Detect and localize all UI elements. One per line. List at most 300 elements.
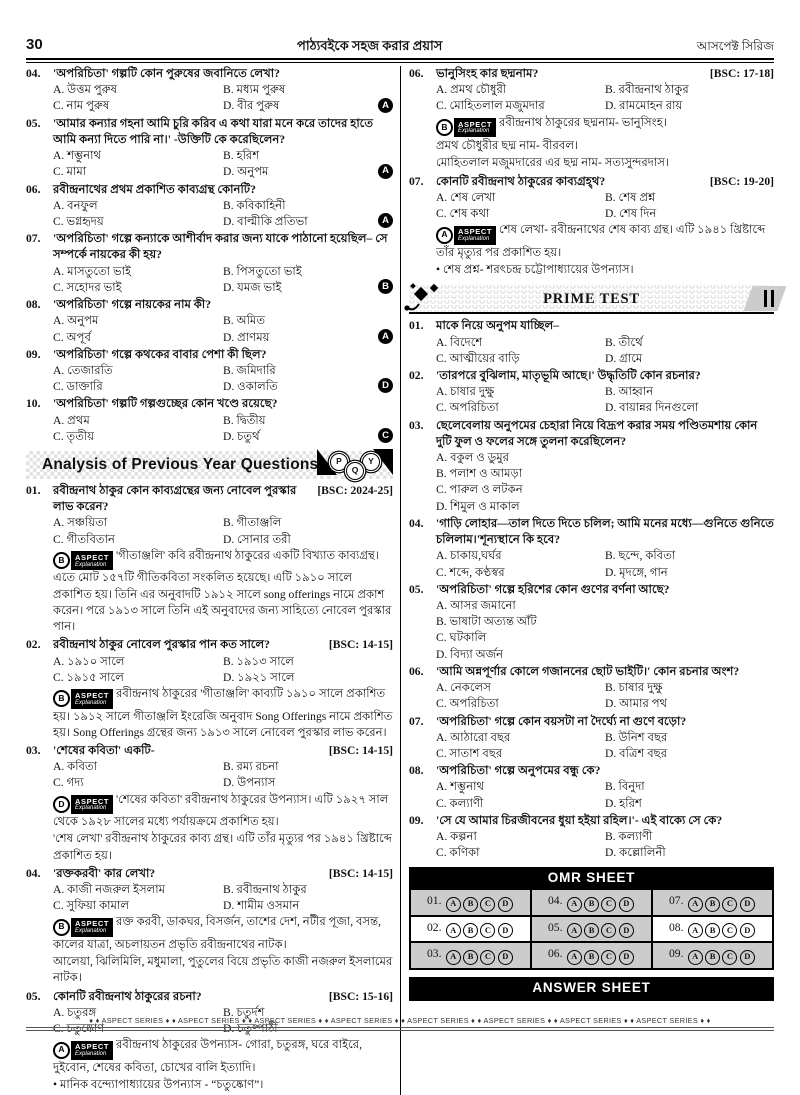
explanation-text: A ASPECT Explanation রবীন্দ্রনাথ ঠাকুরের উপন্যাস- গোরা, চতুরঙ্গ, ঘরে বাইরে, দুইবোন, শেষের কবিতা, চোখের বালি ইত্যাদি। bbox=[53, 1038, 363, 1074]
answer-badge: C bbox=[378, 428, 393, 443]
answer-badge: A bbox=[378, 164, 393, 179]
option-item: C. অপরিচিতা bbox=[436, 697, 499, 711]
question-text: 'অপরিচিতা' গল্পটি গল্পগুচ্ছের কোন খণ্ডে রয়েছে? bbox=[53, 397, 278, 411]
option-item: D. শেষ দিন bbox=[605, 207, 657, 221]
options-list bbox=[53, 882, 393, 914]
omr-question-number: 01. bbox=[427, 894, 442, 908]
aspect-label-title: ASPECT bbox=[458, 227, 493, 237]
option-item: B. রম্য রচনা bbox=[223, 760, 279, 774]
option-item: A. আসর জমানো bbox=[436, 599, 516, 612]
explanation-text: B ASPECT Explanation রক্ত করবী, ডাকঘর, বিসর্জন, তাশের দেশ, নটীর পূজা, বসন্ত, কালের যাত্রা, অচলায়তন প্রভৃতি রবীন্দ্রনাথের নাটক। bbox=[53, 915, 382, 952]
option-item: B. রবীন্দ্রনাথ ঠাকুর bbox=[605, 83, 689, 97]
question-text: [BSC: 14-15] 'শেষের কবিতা' একটি- bbox=[53, 743, 393, 759]
option-item: A. কবিতা bbox=[53, 760, 98, 774]
question-number: 09. bbox=[409, 813, 424, 827]
aspect-answer-letter-icon: B bbox=[436, 119, 453, 136]
omr-bubble-b: B bbox=[584, 923, 599, 938]
prime-test-title: PRIME TEST bbox=[543, 290, 640, 307]
aspect-label-subtitle: Explanation bbox=[75, 699, 107, 706]
aspect-label-title: ASPECT bbox=[75, 796, 110, 806]
option-item: D. শামীম ওসমান bbox=[223, 899, 300, 913]
question-text: 'আমি অন্নপূর্ণার কোলে গজাননের ছোট ভাইটি।' কোন রচনার অংশ? bbox=[436, 664, 740, 678]
question-item bbox=[26, 866, 393, 988]
option-item: C. মোহিতলাল মজুমদার bbox=[436, 99, 545, 113]
option-item: C. তৃতীয় bbox=[53, 429, 95, 443]
omr-bubble-c: C bbox=[601, 897, 616, 912]
option-item: C. শেষ কথা bbox=[436, 207, 490, 221]
option-item: C. ১৯১৫ সালে bbox=[53, 670, 124, 684]
option-item: A. তেজারতি bbox=[53, 363, 113, 377]
options-list bbox=[53, 148, 393, 180]
question-text: 'গাড়ি লোহার—তাল দিতে দিতে চলিল; আমি মনের মধ্যে—গুনিতে গুনিতে চলিলাম।'শূন্যস্থানে কি হবে? bbox=[436, 516, 775, 547]
omr-cell bbox=[410, 916, 531, 942]
explanation-text: • শেষ প্রশ্ন- শরৎচন্দ্র চট্টোপাধ্যায়ের উপন্যাস। bbox=[436, 263, 634, 277]
omr-bubble-b: B bbox=[705, 897, 720, 912]
column-right bbox=[400, 66, 774, 1095]
question-number: 03. bbox=[409, 418, 424, 432]
aspect-label-title: ASPECT bbox=[75, 919, 110, 929]
options-list bbox=[53, 82, 393, 114]
option-item: D. হরিশ bbox=[605, 796, 642, 810]
question-number: 04. bbox=[409, 516, 424, 530]
option-item: D. চতুর্থ bbox=[223, 429, 260, 443]
question-item bbox=[26, 396, 393, 445]
question-body bbox=[53, 743, 393, 865]
aspect-label-title: ASPECT bbox=[75, 690, 110, 700]
question-text: 'অপরিচিতা' গল্পে কথকের বাবার পেশা কী ছিল? bbox=[53, 347, 267, 361]
omr-bubble-a: A bbox=[688, 897, 703, 912]
options-list bbox=[436, 548, 774, 580]
question-number: 02. bbox=[409, 368, 424, 382]
option-item: B. শেষ প্রশ্ন bbox=[605, 190, 656, 204]
explanation-block bbox=[436, 115, 774, 172]
option-item: B. কবিকাহিনী bbox=[223, 198, 286, 212]
options-list bbox=[436, 779, 774, 811]
question-body bbox=[53, 866, 393, 988]
options-list bbox=[436, 829, 774, 861]
question-body bbox=[436, 664, 774, 713]
option-item: C. গদ্য bbox=[53, 776, 84, 790]
question-number: 06. bbox=[409, 67, 424, 80]
option-item: A. বকুল ও ডুমুর bbox=[436, 451, 510, 465]
aspect-explanation-badge bbox=[436, 226, 496, 245]
option-item: D. যমজ ভাই bbox=[223, 280, 282, 294]
option-item: A. আঠারো বছর bbox=[436, 730, 511, 744]
question-item bbox=[409, 318, 774, 367]
answer-badge: D bbox=[378, 378, 393, 393]
option-item: C. শব্দে, কণ্ঠস্বর bbox=[436, 565, 505, 579]
omr-bubble-c: C bbox=[480, 897, 495, 912]
aspect-explanation-badge bbox=[53, 689, 113, 708]
bsc-tag: [BSC: 2024-25] bbox=[317, 484, 393, 498]
option-item: B. ভাষাটা অত্যন্ত আঁট bbox=[436, 615, 537, 629]
omr-bubble-d: D bbox=[740, 950, 755, 965]
omr-question-number: 06. bbox=[548, 947, 563, 961]
option-item: D. কল্লোলিনী bbox=[605, 846, 666, 860]
omr-bubble-d: D bbox=[619, 897, 634, 912]
aspect-label-subtitle: Explanation bbox=[75, 805, 107, 812]
option-item: A. ১৯১০ সালে bbox=[53, 654, 125, 668]
question-number: 04. bbox=[26, 866, 41, 880]
omr-cell bbox=[531, 889, 652, 915]
bsc-tag: [BSC: 19-20] bbox=[709, 174, 774, 188]
option-item: A. প্রথম bbox=[53, 413, 90, 427]
aspect-label-subtitle: Explanation bbox=[75, 1051, 107, 1058]
question-body bbox=[436, 318, 774, 367]
question-text: মাকে নিয়ে অনুপম যাচ্ছিল– bbox=[436, 319, 560, 333]
option-item: C. সুফিয়া কামাল bbox=[53, 899, 129, 913]
omr-bubble-a: A bbox=[446, 950, 461, 965]
omr-bubble-c: C bbox=[480, 950, 495, 965]
pyq-question-list bbox=[26, 483, 393, 1094]
logo-circle-q: Q bbox=[346, 462, 364, 480]
omr-bubble-b: B bbox=[584, 897, 599, 912]
question-item bbox=[26, 116, 393, 181]
option-item: D. বায়ান্নর দিনগুলো bbox=[605, 401, 699, 415]
page-number: 30 bbox=[26, 36, 43, 53]
column-left bbox=[26, 66, 400, 1095]
options-list bbox=[53, 264, 393, 296]
question-text: ছেলেবেলায় অনুপমের চেহারা নিয়ে বিদ্রূপ করার সময় পণ্ডিতমশায় কোন দুটি ফুল ও ফলের সঙ্গে তুলনা করেছিলেন? bbox=[436, 418, 758, 448]
question-number: 07. bbox=[409, 714, 424, 728]
right-top-question-list bbox=[409, 66, 774, 279]
options-list bbox=[53, 313, 393, 345]
aspect-label bbox=[454, 226, 496, 245]
option-item: D. উপন্যাস bbox=[223, 776, 276, 790]
question-body bbox=[53, 637, 393, 742]
question-text: 'অপরিচিতা' গল্পটি কোন পুরুষের জবানিতে লেখা? bbox=[53, 67, 280, 80]
options-list bbox=[436, 680, 774, 712]
omr-bubble-d: D bbox=[498, 897, 513, 912]
omr-bubble-b: B bbox=[463, 950, 478, 965]
question-body bbox=[53, 989, 393, 1095]
question-number: 03. bbox=[26, 743, 41, 757]
question-number: 05. bbox=[26, 116, 41, 130]
omr-bubble-c: C bbox=[480, 923, 495, 938]
options-list bbox=[436, 82, 774, 114]
question-text: 'তারপরে বুঝিলাম, মাতৃভূমি আছে।' উদ্ধৃতিটি কোন রচনার? bbox=[436, 368, 701, 382]
omr-bubble-a: A bbox=[446, 897, 461, 912]
question-item bbox=[409, 763, 774, 812]
option-item: A. শম্ভুনাথ bbox=[53, 149, 101, 163]
omr-bubble-a: A bbox=[567, 950, 582, 965]
answer-badge: B bbox=[378, 279, 393, 294]
explanation-block bbox=[436, 222, 774, 278]
explanation-text: B ASPECT Explanation 'গীতাঞ্জলি' কবি রবীন্দ্রনাথ ঠাকুরের একটি বিখ্যাত কাব্যগ্রন্থ। এতে মোট ১৫৭টি গীতিকবিতা সংকলিত হয়েছে। এটি ১৯১০ সালে প্রকাশিত হয়। তিনি এর অনুবাদটি ১৯১২ সালে song offerings নামে প্রকাশ করেন। পরে ১৯১৩ সালে তিনি এই অনুবাদের জন্য সাহিত্যে নোবেল পুরস্কার পান। bbox=[53, 548, 392, 634]
question-text: 'আমার কন্যার গহনা আমি চুরি করিব এ কথা যারা মনে করে তাদের হাতে আমি কন্যা দিতে পারি না।' -উক্তিটি কে করেছিলেন? bbox=[53, 116, 374, 146]
explanation-block bbox=[53, 792, 393, 864]
aspect-answer-letter-icon: A bbox=[436, 227, 453, 244]
aspect-answer-letter-icon: A bbox=[53, 1042, 70, 1059]
option-item: A. শেষ লেখা bbox=[436, 190, 496, 204]
omr-bubble-a: A bbox=[567, 897, 582, 912]
omr-bubble-c: C bbox=[722, 923, 737, 938]
option-item: B. পলাশ ও আমড়া bbox=[436, 467, 523, 481]
question-item bbox=[26, 66, 393, 115]
option-item: A. বিদেশে bbox=[436, 335, 483, 349]
omr-bubble-a: A bbox=[446, 923, 461, 938]
options-list bbox=[436, 450, 774, 515]
diamonds-icon bbox=[403, 282, 449, 319]
option-item: D. বীর পুরুষ bbox=[223, 99, 280, 113]
option-item: A. চাকায়,ঘর্ঘর bbox=[436, 549, 502, 563]
option-item: B. ১৯১৩ সালে bbox=[223, 654, 294, 668]
option-item: B. দ্বিতীয় bbox=[223, 413, 266, 427]
explanation-block bbox=[53, 548, 393, 635]
question-body bbox=[53, 483, 393, 636]
options-list bbox=[53, 654, 393, 686]
omr-cell bbox=[652, 889, 773, 915]
omr-bubble-c: C bbox=[601, 950, 616, 965]
option-item: B. মধ্যম পুরুষ bbox=[223, 83, 286, 97]
option-item: B. রবীন্দ্রনাথ ঠাকুর bbox=[223, 883, 307, 897]
header-title-center: পাঠ্যবইকে সহজ করার প্রয়াস bbox=[297, 37, 443, 53]
question-item bbox=[26, 182, 393, 231]
question-number: 10. bbox=[26, 397, 41, 411]
question-body bbox=[436, 66, 774, 173]
analysis-banner bbox=[26, 451, 393, 479]
question-item bbox=[26, 231, 393, 296]
aspect-label-title: ASPECT bbox=[458, 119, 493, 129]
aspect-explanation-badge bbox=[53, 1041, 113, 1060]
question-item bbox=[409, 664, 774, 713]
question-item bbox=[26, 483, 393, 636]
question-item bbox=[409, 66, 774, 173]
option-item: A. উত্তম পুরুষ bbox=[53, 83, 117, 97]
question-item bbox=[409, 813, 774, 862]
question-number: 05. bbox=[409, 582, 424, 596]
omr-bubble-d: D bbox=[498, 950, 513, 965]
option-item: B. পিসতুতো ভাই bbox=[223, 264, 302, 278]
option-item: B. ছন্দে, কবিতা bbox=[605, 549, 676, 563]
omr-bubble-d: D bbox=[740, 897, 755, 912]
option-item: C. ডাক্তারি bbox=[53, 380, 103, 394]
explanation-text: B ASPECT Explanation রবীন্দ্রনাথ ঠাকুরের ছদ্মনাম- ভানুসিংহ। bbox=[436, 115, 774, 138]
question-body bbox=[436, 763, 774, 812]
options-list bbox=[53, 363, 393, 395]
question-body bbox=[436, 174, 774, 280]
aspect-label-subtitle: Explanation bbox=[75, 928, 107, 935]
question-body bbox=[53, 231, 393, 296]
option-item: D. মৃদঙ্গে, গান bbox=[605, 565, 668, 579]
question-text: [BSC: 2024-25] রবীন্দ্রনাথ ঠাকুর কোন কাব্যগ্রন্থের জন্য নোবেল পুরস্কার লাভ করেন? bbox=[53, 484, 393, 514]
two-column-body bbox=[0, 63, 800, 1095]
option-item: C. গীতবিতান bbox=[53, 532, 115, 546]
question-item bbox=[26, 297, 393, 346]
question-body bbox=[53, 297, 393, 346]
omr-question-number: 07. bbox=[669, 894, 684, 908]
omr-bubble-d: D bbox=[498, 923, 513, 938]
question-number: 05. bbox=[26, 989, 41, 1003]
options-list bbox=[53, 198, 393, 230]
footer-series-text: ♦ ♦ ASPECT SERIES ♦ ♦ ASPECT SERIES ♦ ♦ ASPECT SERIES ♦ ♦ ASPECT SERIES ♦ ♦ ASPECT SERIES ♦ ♦ ASPECT SERIES ♦ ♦ ASPECT SERIES ♦ ♦ ASPECT SERIES ♦ ♦ bbox=[89, 1015, 711, 1025]
question-item bbox=[409, 516, 774, 581]
option-item: A. মাসতুতো ভাই bbox=[53, 264, 131, 278]
option-item: C. কণিকা bbox=[436, 846, 480, 860]
question-text: 'অপরিচিতা' গল্পে কন্যাকে আশীর্বাদ করার জন্য যাকে পাঠানো হয়েছিল– সে সম্পর্কে নায়কের কী হয়? bbox=[53, 232, 388, 262]
aspect-label bbox=[71, 918, 113, 937]
question-number: 08. bbox=[26, 298, 41, 312]
question-body bbox=[53, 182, 393, 231]
question-item bbox=[409, 174, 774, 280]
options-list bbox=[436, 384, 774, 416]
option-item: C. ভগ্নহৃদয় bbox=[53, 214, 104, 228]
option-item: A. চতুরঙ্গ bbox=[53, 1005, 97, 1019]
option-item: D. অনুপম bbox=[223, 165, 269, 179]
question-text: 'অপরিচিতা' গল্পে অনুপমের বন্ধু কে? bbox=[436, 764, 601, 778]
options-list bbox=[436, 598, 774, 663]
bsc-tag: [BSC: 14-15] bbox=[328, 866, 393, 880]
omr-cell bbox=[410, 889, 531, 915]
aspect-label-subtitle: Explanation bbox=[458, 236, 490, 243]
question-number: 04. bbox=[26, 67, 41, 80]
question-item bbox=[26, 637, 393, 742]
question-body bbox=[436, 813, 774, 862]
option-item: B. আহ্বান bbox=[605, 385, 654, 399]
option-item: A. চাষার দুক্ষু bbox=[436, 385, 495, 399]
question-body bbox=[53, 347, 393, 396]
question-item bbox=[26, 743, 393, 865]
explanation-text: • মানিক বন্দ্যোপাধ্যায়ের উপন্যাস - “চতুষ্কোণ”। bbox=[53, 1078, 264, 1092]
omr-question-number: 02. bbox=[427, 920, 442, 934]
options-list bbox=[53, 515, 393, 547]
question-text: 'অপরিচিতা' গল্পে হরিশের কোন গুণের বর্ণনা আছে? bbox=[436, 582, 670, 596]
option-item: D. গ্রামে bbox=[605, 351, 643, 365]
explanation-text: প্রমথ চৌধুরীর ছদ্ম নাম- বীরবল। bbox=[436, 139, 579, 153]
bsc-tag: [BSC: 15-16] bbox=[328, 989, 393, 1003]
omr-bubble-c: C bbox=[722, 897, 737, 912]
omr-bubble-c: C bbox=[722, 950, 737, 965]
page-header bbox=[0, 34, 800, 55]
aspect-answer-letter-icon: B bbox=[53, 690, 70, 707]
question-body bbox=[436, 418, 774, 515]
explanation-text: B ASPECT Explanation রবীন্দ্রনাথ ঠাকুরের 'গীতাঞ্জলি' কাব্যটি ১৯১০ সালে প্রকাশিত হয়। ১৯১২ সালে গীতাঞ্জলি ইংরেজি অনুবাদ Song Offerings নামে প্রকাশিত হয়। Song Offerings গ্রন্থের জন্য ১৯১৩ সালে নোবেল পুরস্কার লাভ করেন। bbox=[53, 686, 393, 739]
bsc-tag: [BSC: 14-15] bbox=[328, 743, 393, 757]
question-item bbox=[26, 347, 393, 396]
options-list bbox=[53, 759, 393, 791]
prime-test-banner bbox=[409, 285, 774, 314]
option-item: D. প্রাণময় bbox=[223, 330, 270, 344]
bars-icon bbox=[760, 285, 774, 312]
question-number: 06. bbox=[26, 182, 41, 196]
option-item: A. সঞ্চয়িতা bbox=[53, 516, 108, 530]
option-item: D. বিদ্যা অর্জন bbox=[436, 647, 503, 661]
option-item: B. অমিত bbox=[223, 314, 266, 328]
option-item: D. সোনার তরী bbox=[223, 532, 291, 546]
pqy-circles-icon bbox=[329, 453, 381, 476]
answer-sheet bbox=[409, 977, 774, 1001]
question-text: 'অপরিচিতা' গল্পে কোন বয়সটা না দৈর্ঘ্যে না গুণে বড়ো? bbox=[436, 714, 687, 728]
answer-badge: A bbox=[378, 98, 393, 113]
options-list bbox=[436, 335, 774, 367]
omr-bubble-d: D bbox=[740, 923, 755, 938]
question-item bbox=[26, 989, 393, 1095]
aspect-label bbox=[71, 795, 113, 814]
explanation-block bbox=[53, 914, 393, 986]
option-item: A. শম্ভুনাথ bbox=[436, 780, 484, 794]
omr-bubble-a: A bbox=[688, 923, 703, 938]
option-item: B. উনিশ বছর bbox=[605, 730, 668, 744]
aspect-label bbox=[71, 551, 113, 570]
option-item: A. কল্পনা bbox=[436, 830, 477, 844]
question-number: 01. bbox=[26, 484, 41, 498]
option-item: D. বাল্মীকি প্রতিভা bbox=[223, 214, 308, 228]
question-body bbox=[436, 516, 774, 581]
option-item: B. হরিশ bbox=[223, 149, 260, 163]
aspect-answer-letter-icon: B bbox=[53, 919, 70, 936]
question-number: 01. bbox=[409, 319, 424, 333]
omr-bubble-d: D bbox=[619, 950, 634, 965]
explanation-block bbox=[53, 1037, 393, 1093]
omr-bubble-a: A bbox=[567, 923, 582, 938]
question-text: [BSC: 17-18] ভানুসিংহ কার ছদ্মনাম? bbox=[436, 66, 774, 82]
omr-bubble-b: B bbox=[463, 897, 478, 912]
omr-cell bbox=[531, 942, 652, 968]
options-list bbox=[436, 190, 774, 222]
aspect-answer-letter-icon: D bbox=[53, 796, 70, 813]
aspect-label-title: ASPECT bbox=[75, 1042, 110, 1052]
option-item: D. বত্রিশ বছর bbox=[605, 746, 668, 760]
option-item: B. চাষার দুক্ষু bbox=[605, 681, 663, 695]
explanation-text: মোহিতলাল মজুমদারের এর ছদ্ম নাম- সত্যসুন্দরদাস। bbox=[436, 156, 670, 170]
question-body bbox=[53, 396, 393, 445]
question-number: 08. bbox=[409, 764, 424, 778]
omr-question-number: 04. bbox=[548, 894, 563, 908]
question-text: [BSC: 14-15] 'রক্তকরবী' কার লেখা? bbox=[53, 866, 393, 882]
option-item: B. গীতাঞ্জলি bbox=[223, 516, 282, 530]
omr-cell bbox=[531, 916, 652, 942]
option-item: C. সাতাশ বছর bbox=[436, 746, 503, 760]
aspect-label bbox=[71, 1041, 113, 1060]
answer-badge: A bbox=[378, 213, 393, 228]
aspect-label bbox=[454, 118, 496, 137]
option-item: A. প্রমথ চৌধুরী bbox=[436, 83, 507, 97]
question-body bbox=[436, 368, 774, 417]
logo-circle-y: Y bbox=[362, 453, 380, 471]
question-text: 'সে যে আমার চিরজীবনের ধুয়া হইয়া রহিল।'- এই বাক্যে সে কে? bbox=[436, 813, 723, 827]
omr-bubble-b: B bbox=[463, 923, 478, 938]
option-item: C. কল্যাণী bbox=[436, 796, 484, 810]
omr-question-number: 05. bbox=[548, 920, 563, 934]
aspect-label-title: ASPECT bbox=[75, 552, 110, 562]
option-item: C. সহোদর ভাই bbox=[53, 280, 122, 294]
omr-bubble-a: A bbox=[688, 950, 703, 965]
aspect-label-subtitle: Explanation bbox=[75, 561, 107, 568]
aspect-label bbox=[71, 689, 113, 708]
option-item: B. তীর্থে bbox=[605, 335, 643, 349]
header-title-right: আসপেক্ট সিরিজ bbox=[696, 39, 774, 54]
question-body bbox=[436, 714, 774, 763]
omr-question-number: 09. bbox=[669, 947, 684, 961]
page-footer bbox=[26, 1016, 774, 1031]
omr-bubble-c: C bbox=[601, 923, 616, 938]
question-item bbox=[409, 582, 774, 663]
omr-question-number: 08. bbox=[669, 920, 684, 934]
question-text: [BSC: 14-15] রবীন্দ্রনাথ ঠাকুর নোবেল পুরস্কার পান কত সালে? bbox=[53, 637, 393, 653]
option-item: D. রামমোহন রায় bbox=[605, 99, 683, 113]
option-item: B. জমিদারি bbox=[223, 363, 276, 377]
answer-sheet-title: ANSWER SHEET bbox=[410, 978, 773, 1000]
option-item: C. ঘটকালি bbox=[436, 631, 487, 645]
option-item: A. কাজী নজরুল ইসলাম bbox=[53, 883, 166, 897]
question-text: 'অপরিচিতা' গল্পে নায়কের নাম কী? bbox=[53, 298, 212, 312]
question-body bbox=[53, 66, 393, 115]
option-item: A. অনুপম bbox=[53, 314, 99, 328]
footer-divider bbox=[26, 1027, 774, 1031]
bsc-tag: [BSC: 14-15] bbox=[328, 638, 393, 652]
question-text: [BSC: 15-16] কোনটি রবীন্দ্রনাথ ঠাকুরের রচনা? bbox=[53, 989, 393, 1005]
explanation-text: D ASPECT Explanation 'শেষের কবিতা' রবীন্দ্রনাথ ঠাকুরের উপন্যাস। এটি ১৯২৭ সাল থেকে ১৯২৮ সালের মধ্যে পর্যায়ক্রমে প্রকাশিত হয়। bbox=[53, 792, 389, 829]
